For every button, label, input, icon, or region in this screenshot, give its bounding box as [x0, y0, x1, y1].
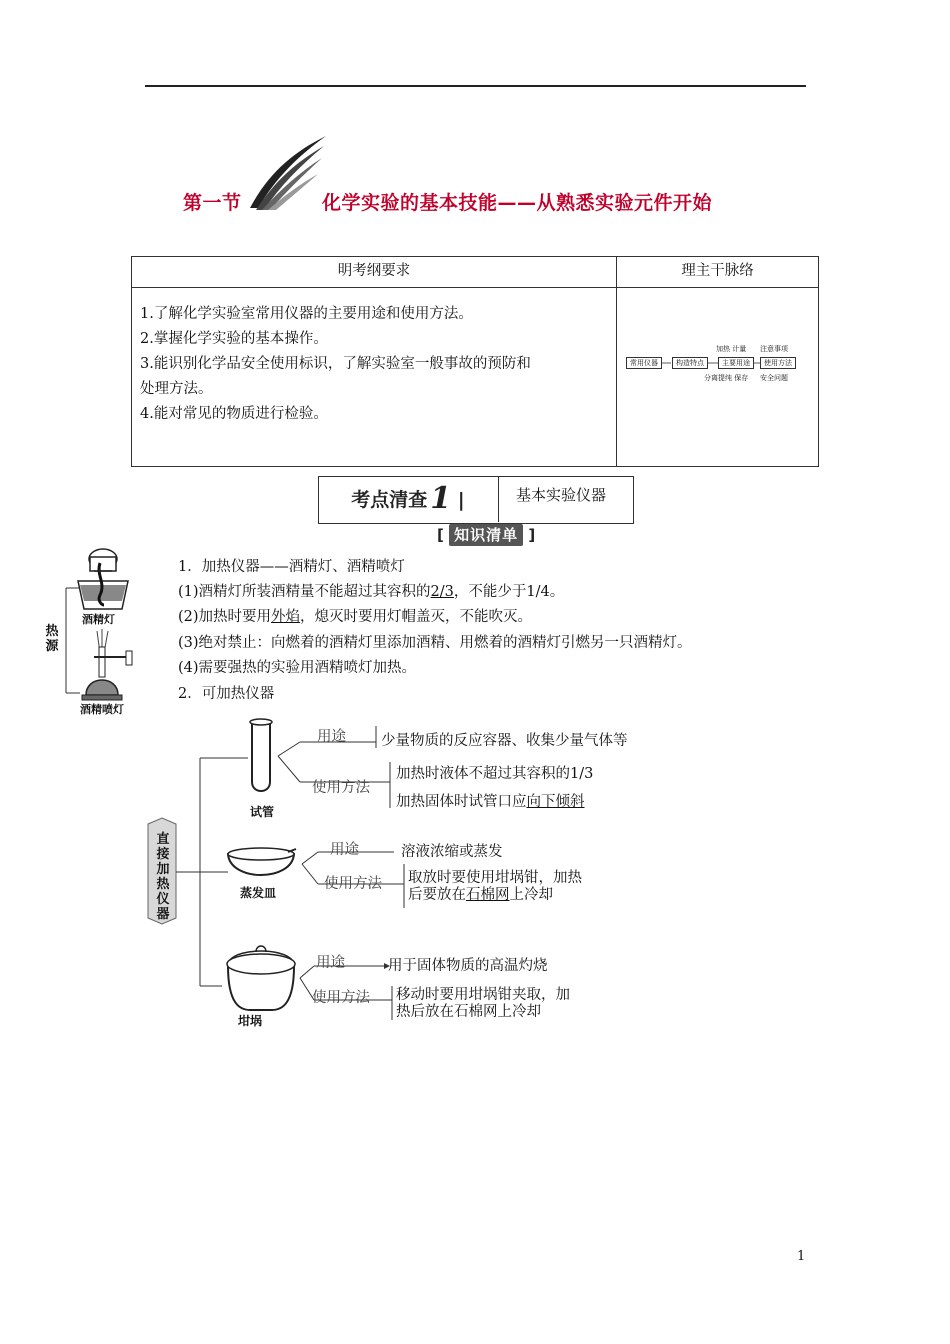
section-number-title: 第一节 — [183, 192, 242, 214]
test-tube-use-label: 用途 — [317, 729, 346, 745]
dish-method-1: 取放时要使用坩埚钳，加热 — [408, 870, 582, 886]
test-tube-method-2 — [396, 790, 585, 811]
alcohol-lamp-label: 酒精灯 — [82, 613, 115, 626]
dish-method-label: 使用方法 — [324, 876, 382, 892]
evaporating-dish-label: 蒸发皿 — [240, 886, 277, 900]
mindmap-node: 构造特点 — [672, 357, 708, 369]
test-tube-icon — [250, 719, 272, 791]
alcohol-blowtorch-icon — [82, 629, 132, 700]
heading-heating-instruments: 1．加热仪器——酒精灯、酒精喷灯 — [178, 559, 405, 575]
crucible-method-label: 使用方法 — [312, 990, 370, 1006]
rule-text: (1)酒精灯所装酒精量不能超过其容积的 — [178, 584, 431, 600]
col-header-outline: 理主干脉络 — [617, 257, 819, 288]
requirements-list — [132, 288, 617, 467]
page-title: 化学实验的基本技能——从熟悉实验元件开始 — [322, 192, 713, 214]
page-number: 1 — [797, 1249, 806, 1264]
alcohol-blowtorch-label: 酒精喷灯 — [80, 703, 124, 716]
section-number: 1 — [430, 481, 452, 516]
test-tube-method-label: 使用方法 — [312, 780, 370, 796]
mindmap-node: 主要用途 — [718, 357, 754, 369]
header-rule — [145, 85, 806, 87]
test-tube-method-1: 加热时液体不超过其容积的1/3 — [396, 766, 594, 782]
mindmap-top-label: 注意事项 — [760, 345, 788, 353]
test-tube-label: 试管 — [250, 805, 275, 819]
rule-line-2 — [178, 605, 532, 626]
crucible-method-1: 移动时要用坩埚钳夹取，加 — [396, 987, 570, 1003]
crucible-icon — [227, 946, 295, 1010]
method-text: 上冷却 — [509, 887, 553, 903]
requirement-item: 4.能对常见的物质进行检验。 — [140, 406, 328, 422]
rule-text: (2)加热时要用 — [178, 609, 272, 625]
section-label: 考点清查 1 | — [351, 481, 465, 516]
requirement-item: 3.能识别化学品安全使用标识，了解实验室一般事故的预防和 — [140, 356, 531, 372]
requirement-item: 处理方法。 — [140, 381, 213, 397]
test-tube-use: 少量物质的反应容器、收集少量气体等 — [381, 733, 628, 749]
heat-source-group-label: 热 源 — [45, 624, 59, 654]
rule-text: ，不能少于1/4。 — [453, 584, 565, 600]
dish-method-2 — [408, 883, 553, 904]
mindmap-node: 常用仪器 — [626, 357, 662, 369]
crucible-use: 用于固体物质的高温灼烧 — [388, 958, 548, 974]
direct-heating-group-label: 直 接 加 热 仪 器 — [156, 832, 170, 922]
rule-line-1 — [178, 580, 564, 601]
requirement-item: 1.了解化学实验室常用仪器的主要用途和使用方法。 — [140, 306, 473, 322]
mindmap-top-label: 加热 计量 — [716, 345, 747, 353]
method-key-value: 石棉网 — [466, 887, 510, 903]
mindmap-bottom-label: 分离提纯 保存 — [704, 374, 749, 382]
rule-line-4: (4)需要强热的实验用酒精喷灯加热。 — [178, 660, 417, 676]
heading-heatable-instruments: 2．可加热仪器 — [178, 686, 275, 702]
method-key-value: 向下倾斜 — [526, 794, 585, 810]
section-topic: 基本实验仪器 — [516, 486, 607, 504]
requirement-item: 2.掌握化学实验的基本操作。 — [140, 331, 328, 347]
knowledge-banner-text: 知识清单 — [449, 524, 523, 546]
knowledge-banner: [ 知识清单 ] — [437, 526, 536, 544]
alcohol-lamp-icon — [78, 549, 128, 609]
rule-key-value: 2/3 — [430, 584, 454, 600]
rule-line-3: (3)绝对禁止：向燃着的酒精灯里添加酒精、用燃着的酒精灯引燃另一只酒精灯。 — [178, 635, 692, 651]
section-label-text: 考点清查 — [351, 489, 428, 511]
dish-use: 溶液浓缩或蒸发 — [401, 844, 503, 860]
method-text: 后要放在 — [408, 887, 466, 903]
crucible-use-label: 用途 — [316, 955, 345, 971]
heat-source-diagram — [42, 545, 182, 720]
rule-text: ，熄灭时要用灯帽盖灭，不能吹灭。 — [300, 609, 533, 625]
section-divider — [498, 476, 499, 522]
rule-key-value: 外焰 — [271, 609, 301, 625]
method-text: 加热固体时试管口应 — [396, 794, 527, 810]
evaporating-dish-icon — [228, 848, 296, 875]
col-header-syllabus: 明考纲要求 — [132, 257, 617, 288]
dish-use-label: 用途 — [330, 842, 359, 858]
crucible-label: 坩埚 — [238, 1014, 263, 1028]
mindmap-node: 使用方法 — [760, 357, 796, 369]
mindmap-bottom-label: 安全问题 — [760, 374, 788, 382]
crucible-method-2: 热后放在石棉网上冷却 — [396, 1004, 541, 1020]
swoosh-decoration-icon — [248, 134, 328, 212]
